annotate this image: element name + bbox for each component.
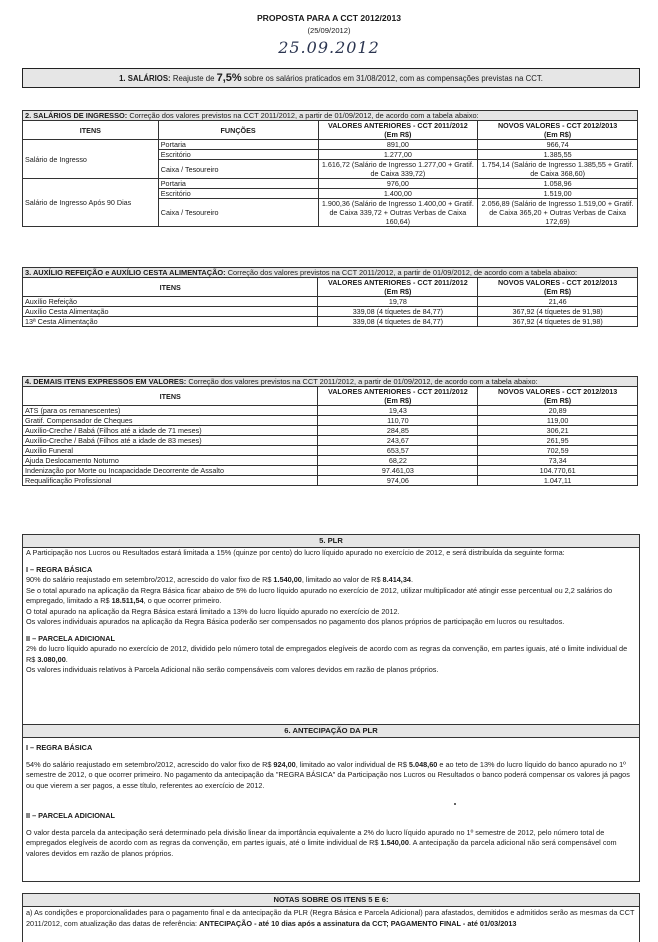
s1-text-2: sobre os salários praticados em 31/08/2012, com as compensações previstas na CCT. [243, 74, 543, 83]
s2-group-ingresso: Salário de Ingresso [23, 140, 159, 179]
scan-dot [454, 803, 456, 805]
s6-title: 6. ANTECIPAÇÃO DA PLR [23, 725, 639, 738]
s3-header [23, 268, 638, 278]
s4-col-anteriores: VALORES ANTERIORES - CCT 2011/2012 (Em R$) [318, 387, 478, 406]
table-row [23, 426, 638, 436]
section-5-plr [22, 534, 640, 726]
s4-header [23, 377, 638, 387]
table-cell: 13ª Cesta Alimentação [23, 317, 318, 327]
table-row [23, 179, 638, 189]
table-cell: 21,46 [478, 297, 638, 307]
table-row [23, 446, 638, 456]
table-cell: Escritório [158, 150, 318, 160]
s1-lead: 1. SALÁRIOS: [119, 74, 171, 83]
table-cell: 110,70 [318, 416, 478, 426]
s1-percentage: 7,5% [216, 72, 242, 84]
table-row [23, 317, 638, 327]
table-cell: Caixa / Tesoureiro [158, 160, 318, 179]
table-cell: 1.754,14 (Salário de Ingresso 1.385,55 + Gratif. de Caixa 368,60) [478, 160, 638, 179]
table-cell: Portaria [158, 179, 318, 189]
table-cell: 1.616,72 (Salário de Ingresso 1.277,00 + Gratif. de Caixa 339,72) [318, 160, 478, 179]
s3-col-novos: NOVOS VALORES - CCT 2012/2013 (Em R$) [478, 278, 638, 297]
section-2-table [22, 110, 638, 227]
table-cell: 339,08 (4 tíquetes de 84,77) [318, 317, 478, 327]
table-cell: 1.900,36 (Salário de Ingresso 1.400,00 + Gratif. de Caixa 339,72 + Outras Verbas de Caixa 160,64) [318, 199, 478, 227]
table-cell: Ajuda Deslocamento Noturno [23, 456, 318, 466]
s5-paragraph: Se o total apurado na aplicação da Regra Básica ficar abaixo de 5% do lucro líquido apurado no exercício de 2012, utilizar multiplicador até atingir esse percentual ou 2,2 salários do empregado, limitado a R$ 18.511,54, o que ocorrer primeiro. [26, 585, 613, 605]
s3-col-anteriores: VALORES ANTERIORES - CCT 2011/2012 (Em R$) [318, 278, 478, 297]
table-row [23, 297, 638, 307]
table-row [23, 406, 638, 416]
section-4-table [22, 376, 638, 486]
s6-heading-regra-basica: I – REGRA BÁSICA [26, 743, 93, 752]
table-cell: Portaria [158, 140, 318, 150]
table-cell: 1.058,96 [478, 179, 638, 189]
table-cell: 306,21 [478, 426, 638, 436]
proposal-date: (25/09/2012) [307, 26, 351, 35]
table-cell: 119,00 [478, 416, 638, 426]
page-title: PROPOSTA PARA A CCT 2012/2013 [256, 13, 402, 23]
table-cell: 261,95 [478, 436, 638, 446]
table-cell: 1.400,00 [318, 189, 478, 199]
s2-col-funcoes: FUNÇÕES [158, 121, 318, 140]
s2-desc: Correção dos valores previstos na CCT 2011/2012, a partir de 01/09/2012, de acordo com a tabela abaixo: [129, 111, 479, 120]
s3-title: 3. AUXÍLIO REFEIÇÃO e AUXÍLIO CESTA ALIMENTAÇÃO: [25, 268, 226, 277]
section-6-antecipacao [22, 724, 640, 882]
s3-col-itens: ITENS [23, 278, 318, 297]
table-cell: Auxílio Refeição [23, 297, 318, 307]
table-cell: 284,85 [318, 426, 478, 436]
table-cell: 19,43 [318, 406, 478, 416]
s5-heading-parcela-adicional: II – PARCELA ADICIONAL [26, 633, 115, 643]
s6-paragraph: 54% do salário reajustado em setembro/2012, acrescido do valor fixo de R$ 924,00, limitado ao valor individual de R$ 5.048,60 e ao teto de 13% do lucro líquido do banco apurado no 1º semestre de 2012, o que ocorrer primeiro. No pagamento da antecipação da "REGRA BÁSICA" da Participação nos Lucros ou Resultados o banco poderá compensar os valores já pagos ou que vierem a ser pagos, a esse título, referentes ao exercício de 2012. [26, 759, 630, 790]
table-cell: Indenização por Morte ou Incapacidade Decorrente de Assalto [23, 466, 318, 476]
table-cell: 243,67 [318, 436, 478, 446]
s4-title: 4. DEMAIS ITENS EXPRESSOS EM VALORES: [25, 377, 187, 386]
s5-paragraph: 90% do salário reajustado em setembro/2012, acrescido do valor fixo de R$ 1.540,00, limitado ao valor de R$ 8.414,34. [26, 575, 413, 584]
table-cell: Caixa / Tesoureiro [158, 199, 318, 227]
s1-text-1: Reajuste de [172, 74, 215, 83]
s2-group-ingresso-90: Salário de Ingresso Após 90 Dias [23, 179, 159, 227]
s2-title: 2. SALÁRIOS DE INGRESSO: [25, 111, 128, 120]
s5-paragraph: O total apurado na aplicação da Regra Básica estará limitado a 13% do lucro líquido apurado no exercício de 2012. [26, 606, 400, 616]
table-cell: 2.056,89 (Salário de Ingresso 1.519,00 + Gratif. de Caixa 365,20 + Outras Verbas de Caixa 172,69) [478, 199, 638, 227]
s2-col-itens: ITENS [23, 121, 159, 140]
s5-heading-regra-basica: I – REGRA BÁSICA [26, 564, 93, 574]
s4-desc: Correção dos valores previstos na CCT 2011/2012, a partir de 01/09/2012, de acordo com a tabela abaixo: [188, 377, 538, 386]
s2-col-novos: NOVOS VALORES - CCT 2012/2013 (Em R$) [478, 121, 638, 140]
table-row [23, 416, 638, 426]
table-cell: 966,74 [478, 140, 638, 150]
table-row [23, 140, 638, 150]
section-3-table [22, 267, 638, 327]
table-cell: 1.047,11 [478, 476, 638, 486]
notes-title: NOTAS SOBRE OS ITENS 5 E 6: [23, 894, 639, 907]
table-cell: 653,57 [318, 446, 478, 456]
table-cell: 367,92 (4 tíquetes de 91,98) [478, 317, 638, 327]
table-cell: 20,89 [478, 406, 638, 416]
table-cell: 1.385,55 [478, 150, 638, 160]
table-row [23, 476, 638, 486]
table-cell: 97.461,03 [318, 466, 478, 476]
s2-header [23, 111, 638, 121]
table-cell: 367,92 (4 tíquetes de 91,98) [478, 307, 638, 317]
table-cell: 339,08 (4 tíquetes de 84,77) [318, 307, 478, 317]
s5-paragraph: Os valores individuais relativos à Parcela Adicional não serão compensáveis com valores devidos em razão de planos próprios. [26, 665, 439, 674]
table-row [23, 436, 638, 446]
table-cell: 1.519,00 [478, 189, 638, 199]
table-row [23, 466, 638, 476]
table-cell: Auxílio Cesta Alimentação [23, 307, 318, 317]
notes-paragraph-a: a) As condições e proporcionalidades para o pagamento final e da antecipação da PLR (Regra Básica e Parcela Adicional) para afastados, demitidos e admitidos serão as mesmas da CCT 2011/2012, com atualização das datas de referência: ANTECIPAÇÃO - até 10 dias após a assinatura da CCT; PAGAMENTO FINAL - até 01/03/2013 [26, 908, 635, 928]
table-row [23, 456, 638, 466]
table-cell: Gratif. Compensador de Cheques [23, 416, 318, 426]
table-cell: Auxílio-Creche / Babá (Filhos até a idade de 83 meses) [23, 436, 318, 446]
s2-col-anteriores: VALORES ANTERIORES - CCT 2011/2012 (Em R$) [318, 121, 478, 140]
table-cell: Auxílio Funeral [23, 446, 318, 456]
table-row [23, 307, 638, 317]
s6-heading-parcela-adicional: II – PARCELA ADICIONAL [26, 811, 115, 820]
s5-paragraph: 2% do lucro líquido apurado no exercício de 2012, dividido pelo número total de empregados elegíveis de acordo com as regras da convenção, em partes iguais, até o limite individual de R$ 3.080,00. [26, 644, 628, 664]
handwritten-date: 25.09.2012 [278, 38, 380, 57]
section-1-salarios [22, 68, 640, 88]
section-notes [22, 893, 640, 942]
table-cell: 19,78 [318, 297, 478, 307]
table-cell: Escritório [158, 189, 318, 199]
s3-desc: Correção dos valores previstos na CCT 2011/2012, a partir de 01/09/2012, de acordo com a tabela abaixo: [227, 268, 578, 277]
table-cell: 702,59 [478, 446, 638, 456]
s5-intro: A Participação nos Lucros ou Resultados estará limitada a 15% (quinze por cento) do lucro líquido apurado no exercício de 2012, e será distribuída da seguinte forma: [26, 548, 565, 557]
table-cell: 68,22 [318, 456, 478, 466]
table-cell: Auxílio-Creche / Babá (Filhos até a idade de 71 meses) [23, 426, 318, 436]
s5-title: 5. PLR [23, 535, 639, 548]
table-cell: 73,34 [478, 456, 638, 466]
s4-col-novos: NOVOS VALORES - CCT 2012/2013 (Em R$) [478, 387, 638, 406]
table-cell: 974,06 [318, 476, 478, 486]
table-cell: 1.277,00 [318, 150, 478, 160]
table-cell: 891,00 [318, 140, 478, 150]
s5-paragraph: Os valores individuais apurados na aplicação da Regra Básica poderão ser compensados no pagamento dos planos próprios de participação em lucros ou resultados. [26, 617, 565, 626]
s6-paragraph: O valor desta parcela da antecipação será determinado pela divisão linear da importância equivalente a 2% do lucro líquido apurado no 1º semestre de 2012, pelo número total de empregados elegíveis de acordo com as regras da convenção, em partes iguais, até o limite individual de R$ 1.540,00. A antecipação da parcela adicional não será compensável com valores devidos em razão de planos próprios. [26, 827, 617, 858]
s4-col-itens: ITENS [23, 387, 318, 406]
table-cell: 104.770,61 [478, 466, 638, 476]
table-cell: ATS (para os remanescentes) [23, 406, 318, 416]
table-cell: Requalificação Profissional [23, 476, 318, 486]
table-cell: 976,00 [318, 179, 478, 189]
